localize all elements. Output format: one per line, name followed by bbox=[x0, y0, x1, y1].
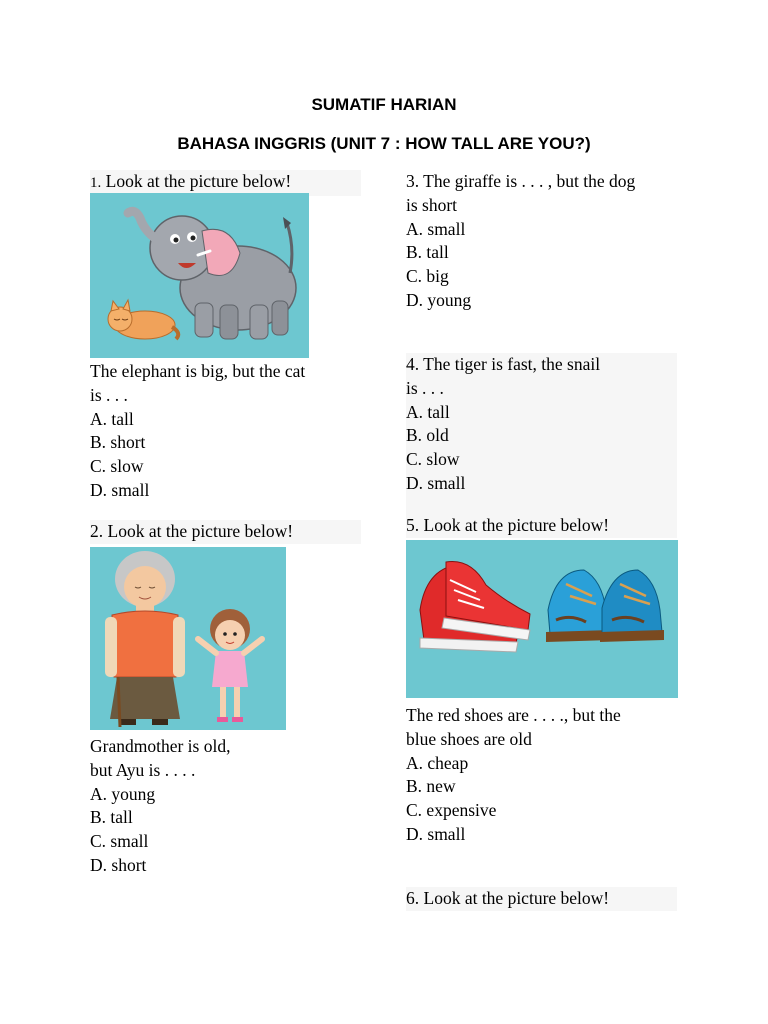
question-3-option-b: B. tall bbox=[406, 242, 449, 263]
question-3-text-line-1: 3. The giraffe is . . . , but the dog bbox=[406, 171, 636, 191]
elephant-and-cat-image bbox=[90, 193, 309, 358]
question-5-option-d: D. small bbox=[406, 823, 466, 844]
question-3-body bbox=[406, 170, 635, 313]
question-4-option-b: B. old bbox=[406, 425, 449, 446]
question-3-option-c: C. big bbox=[406, 266, 449, 287]
question-4-text-line-2: is . . . bbox=[406, 377, 444, 398]
question-1-prompt-text: Look at the picture below! bbox=[105, 171, 292, 191]
question-1-option-b: B. short bbox=[90, 432, 146, 453]
red-and-blue-shoes-illustration bbox=[406, 540, 678, 698]
question-1-text-line-1: The elephant is big, but the cat bbox=[90, 361, 306, 381]
question-4-text-line-1: 4. The tiger is fast, the snail bbox=[406, 354, 601, 374]
question-2-option-c: C. small bbox=[90, 831, 149, 852]
question-6-prompt-text: 6. Look at the picture below! bbox=[406, 888, 610, 908]
question-5-body bbox=[406, 704, 621, 847]
question-1-option-a: A. tall bbox=[90, 408, 134, 429]
question-5-option-c: C. expensive bbox=[406, 800, 497, 821]
grandmother-and-girl-illustration bbox=[90, 547, 286, 730]
question-3-option-a: A. small bbox=[406, 218, 466, 239]
question-4-option-a: A. tall bbox=[406, 401, 450, 422]
question-6-prompt bbox=[406, 887, 677, 911]
grandmother-and-girl-image bbox=[90, 547, 286, 730]
worksheet-title: SUMATIF HARIAN bbox=[311, 95, 457, 114]
question-2-text-line-2: but Ayu is . . . . bbox=[90, 759, 196, 780]
question-5-option-b: B. new bbox=[406, 776, 456, 797]
question-2-option-d: D. short bbox=[90, 854, 147, 875]
question-1-prompt bbox=[90, 170, 361, 196]
question-2-option-b: B. tall bbox=[90, 807, 133, 828]
question-5-prompt bbox=[406, 514, 677, 538]
question-1-number: 1. bbox=[90, 175, 102, 191]
question-1-body bbox=[90, 360, 305, 503]
question-1-text-line-2: is . . . bbox=[90, 384, 128, 405]
question-2-prompt bbox=[90, 520, 361, 544]
question-5-prompt-text: 5. Look at the picture below! bbox=[406, 515, 610, 535]
question-2-prompt-text: 2. Look at the picture below! bbox=[90, 520, 361, 544]
question-3-option-d: D. young bbox=[406, 289, 472, 310]
question-2-text-line-1: Grandmother is old, bbox=[90, 736, 231, 756]
question-1-option-c: C. slow bbox=[90, 456, 144, 477]
question-5-text-line-1: The red shoes are . . . ., but the bbox=[406, 705, 621, 725]
question-4-option-c: C. slow bbox=[406, 449, 460, 470]
question-3-text-line-2: is short bbox=[406, 194, 458, 215]
question-4-body bbox=[406, 353, 677, 523]
question-2-option-a: A. young bbox=[90, 783, 156, 804]
worksheet-subtitle: BAHASA INGGRIS (UNIT 7 : HOW TALL ARE YOU?) bbox=[177, 134, 591, 153]
question-4-option-d: D. small bbox=[406, 472, 466, 493]
question-2-body bbox=[90, 735, 230, 878]
question-5-option-a: A. cheap bbox=[406, 752, 469, 773]
elephant-and-cat-illustration bbox=[90, 193, 309, 358]
question-5-text-line-2: blue shoes are old bbox=[406, 728, 532, 749]
question-1-option-d: D. small bbox=[90, 479, 150, 500]
red-and-blue-shoes-image bbox=[406, 540, 678, 698]
